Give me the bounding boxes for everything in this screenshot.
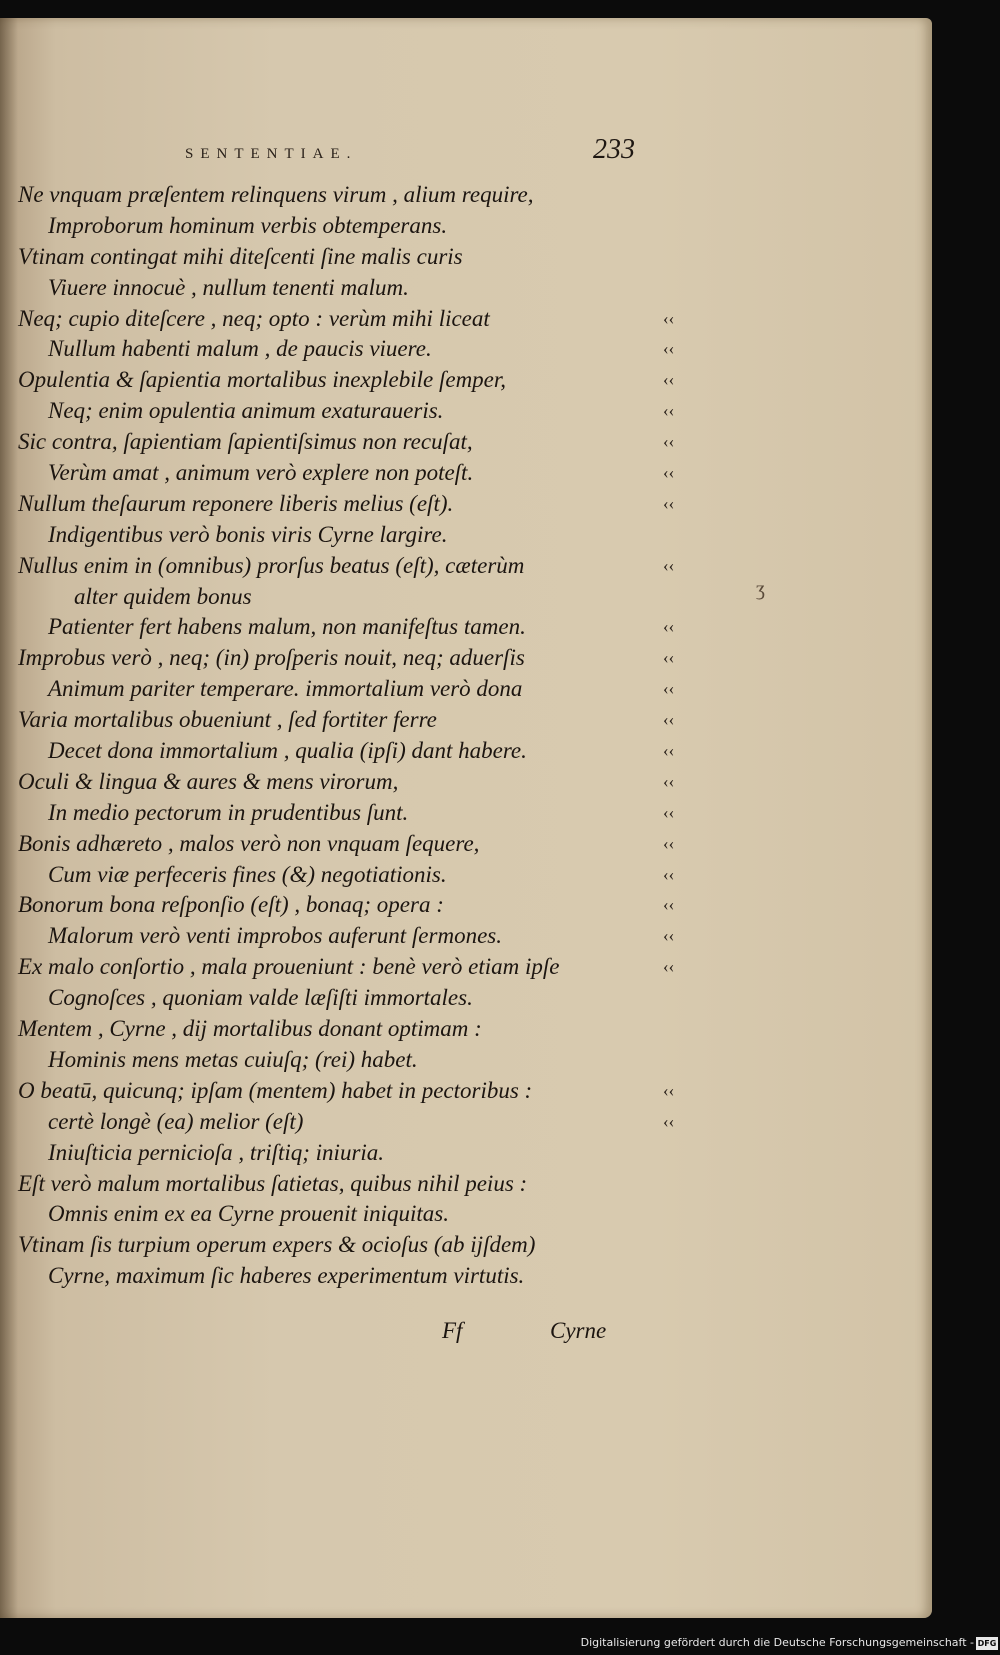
verse-line-text: certè longè (ea) melior (eſt) — [48, 1108, 304, 1134]
margin-mark: ʒ — [756, 578, 765, 600]
verse-line — [18, 1199, 658, 1230]
verse-line — [18, 458, 675, 489]
verse-line-text: Opulentia & ſapientia mortalibus inexplebile ſemper, — [18, 367, 507, 393]
verse-line-text: Iniuſticia pernicioſa , triſtiq; iniuria. — [48, 1139, 385, 1165]
sententia-quote-mark: ‹‹ — [663, 339, 675, 359]
signature-mark: Ff — [442, 1318, 463, 1343]
catchword: Cyrne — [550, 1318, 607, 1343]
verse-line — [18, 1169, 658, 1200]
sententia-quote-mark: ‹‹ — [663, 926, 675, 946]
verse-line-text: Sic contra, ſapientiam ſapientiſsimus non recuſat, — [18, 429, 473, 455]
verse-line — [18, 365, 675, 396]
sententia-quote-mark: ‹‹ — [663, 555, 675, 575]
verse-line — [18, 334, 675, 365]
verse-line — [18, 952, 675, 983]
verse-line — [18, 211, 658, 242]
verse-line — [18, 736, 675, 767]
verse-line — [18, 921, 675, 952]
sententia-quote-mark: ‹‹ — [663, 957, 675, 977]
sententia-quote-mark: ‹‹ — [663, 710, 675, 730]
sententia-quote-mark: ‹‹ — [663, 617, 675, 637]
verse-line-text: Bonorum bona reſponſio (eſt) , bonaq; opera : — [18, 892, 444, 918]
verse-line-text: Varia mortalibus obueniunt , ſed fortiter ferre — [18, 707, 437, 733]
verse-line-text: Viuere innocuè , nullum tenenti malum. — [48, 274, 409, 300]
verse-line-text: Neq; cupio diteſcere , neq; opto : verùm mihi liceat — [18, 305, 490, 331]
verse-line — [18, 1230, 658, 1261]
gutter-shadow — [0, 18, 18, 1618]
sententia-quote-mark: ‹‹ — [663, 833, 675, 853]
verse-line-text: Vtinam contingat mihi diteſcenti ſine malis curis — [18, 243, 463, 269]
running-head: SENTENTIAE. — [185, 146, 358, 162]
verse-line — [18, 798, 675, 829]
page-number: 233 — [593, 134, 635, 165]
verse-line — [18, 1045, 658, 1076]
verse-line-text: Nullum habenti malum , de paucis viuere. — [48, 336, 432, 362]
verse-line-text: Mentem , Cyrne , dij mortalibus donant optimam : — [18, 1016, 482, 1042]
verse-line-text: Improbus verò , neq; (in) proſperis nouit, neq; aduerſis — [18, 645, 525, 671]
sententia-quote-mark: ‹‹ — [663, 802, 675, 822]
verse-line — [18, 705, 675, 736]
verse-line — [18, 396, 675, 427]
verse-line-text: Eſt verò malum mortalibus ſatietas, quibus nihil peius : — [18, 1170, 528, 1196]
verse-line-text: Omnis enim ex ea Cyrne prouenit iniquitas. — [48, 1201, 449, 1227]
verse-line — [18, 767, 675, 798]
verse-line — [18, 242, 658, 273]
verse-line-text: Improborum hominum verbis obtemperans. — [48, 212, 448, 238]
verse-line — [18, 860, 675, 891]
verse-line-text: Oculi & lingua & aures & mens virorum, — [18, 768, 399, 794]
sententia-quote-mark: ‹‹ — [663, 463, 675, 483]
verse-line — [18, 612, 675, 643]
sententia-quote-mark: ‹‹ — [663, 401, 675, 421]
verse-line-text: In medio pectorum in prudentibus ſunt. — [48, 799, 409, 825]
verse-line — [18, 1138, 658, 1169]
verse-line — [18, 489, 675, 520]
verse-line — [18, 983, 658, 1014]
verse-line-text: Nullum theſaurum reponere liberis melius (eſt). — [18, 490, 454, 516]
sententia-quote-mark: ‹‹ — [663, 864, 675, 884]
verse-line-text: O beatū, quicunq; ipſam (mentem) habet in pectoribus : — [18, 1077, 533, 1103]
verse-line — [18, 273, 658, 304]
verse-line-text: Verùm amat , animum verò explere non poteſt. — [48, 460, 474, 486]
sententia-quote-mark: ‹‹ — [663, 1111, 675, 1131]
sententia-quote-mark: ‹‹ — [663, 1080, 675, 1100]
credit-bar — [0, 1633, 1000, 1655]
dfg-logo: DFG — [977, 1639, 997, 1648]
digitization-credit: Digitalisierung gefördert durch die Deutsche Forschungsgemeinschaft - — [580, 1636, 974, 1649]
sententia-quote-mark: ‹‹ — [663, 308, 675, 328]
verse-line-text: Decet dona immortalium , qualia (ipſi) dant habere. — [48, 738, 527, 764]
page-header — [185, 126, 645, 176]
verse-line-text: Hominis mens metas cuiuſq; (rei) habet. — [48, 1046, 418, 1072]
verse-line — [18, 829, 675, 860]
sententia-quote-mark: ‹‹ — [663, 432, 675, 452]
verse-line-text: Ex malo conſortio , mala proueniunt : benè verò etiam ipſe — [18, 954, 560, 980]
verse-line — [18, 520, 658, 551]
sententia-quote-mark: ‹‹ — [663, 771, 675, 791]
verse-line — [18, 1261, 658, 1292]
book-page — [0, 18, 932, 1618]
verse-line-text: Neq; enim opulentia animum exaturaueris. — [48, 398, 444, 424]
sententia-quote-mark: ‹‹ — [663, 741, 675, 761]
verse-text-block — [18, 180, 675, 1292]
sententia-quote-mark: ‹‹ — [663, 679, 675, 699]
verse-line-text: Cyrne, maximum ſic haberes experimentum virtutis. — [48, 1263, 525, 1289]
verse-line-text: Nullus enim in (omnibus) prorſus beatus (eſt), cæterùm — [18, 552, 525, 578]
verse-line-text: Cum viæ perfeceris fines (&) negotiationis. — [48, 861, 447, 887]
verse-line — [18, 1014, 658, 1045]
verse-line-text: Vtinam ſis turpium operum expers & ocioſus (ab ijſdem) — [18, 1232, 536, 1258]
sententia-quote-mark: ‹‹ — [663, 648, 675, 668]
verse-line-text: Patienter fert habens malum, non manifeſtus tamen. — [48, 614, 526, 640]
verse-line — [18, 674, 675, 705]
verse-line-text: Animum pariter temperare. immortalium verò dona — [48, 676, 523, 702]
verse-line — [18, 643, 675, 674]
verse-line-text: Indigentibus verò bonis viris Cyrne largire. — [48, 521, 448, 547]
page-footer — [0, 1318, 660, 1354]
sententia-quote-mark: ‹‹ — [663, 895, 675, 915]
verse-line — [18, 180, 658, 211]
verse-line — [18, 551, 675, 582]
sententia-quote-mark: ‹‹ — [663, 493, 675, 513]
sententia-quote-mark: ‹‹ — [663, 370, 675, 390]
verse-line-text: alter quidem bonus — [74, 583, 252, 609]
verse-line — [18, 304, 675, 335]
verse-line-text: Ne vnquam præſentem relinquens virum , alium require, — [18, 182, 534, 207]
verse-line — [18, 582, 658, 613]
verse-line — [18, 890, 675, 921]
verse-line-text: Bonis adhæreto , malos verò non vnquam ſequere, — [18, 830, 480, 856]
verse-line — [18, 1107, 675, 1138]
verse-line — [18, 1076, 675, 1107]
verse-line-text: Malorum verò venti improbos auferunt ſermones. — [48, 923, 502, 949]
verse-line-text: Cognoſces , quoniam valde læſiſti immortales. — [48, 985, 473, 1011]
verse-line — [18, 427, 675, 458]
